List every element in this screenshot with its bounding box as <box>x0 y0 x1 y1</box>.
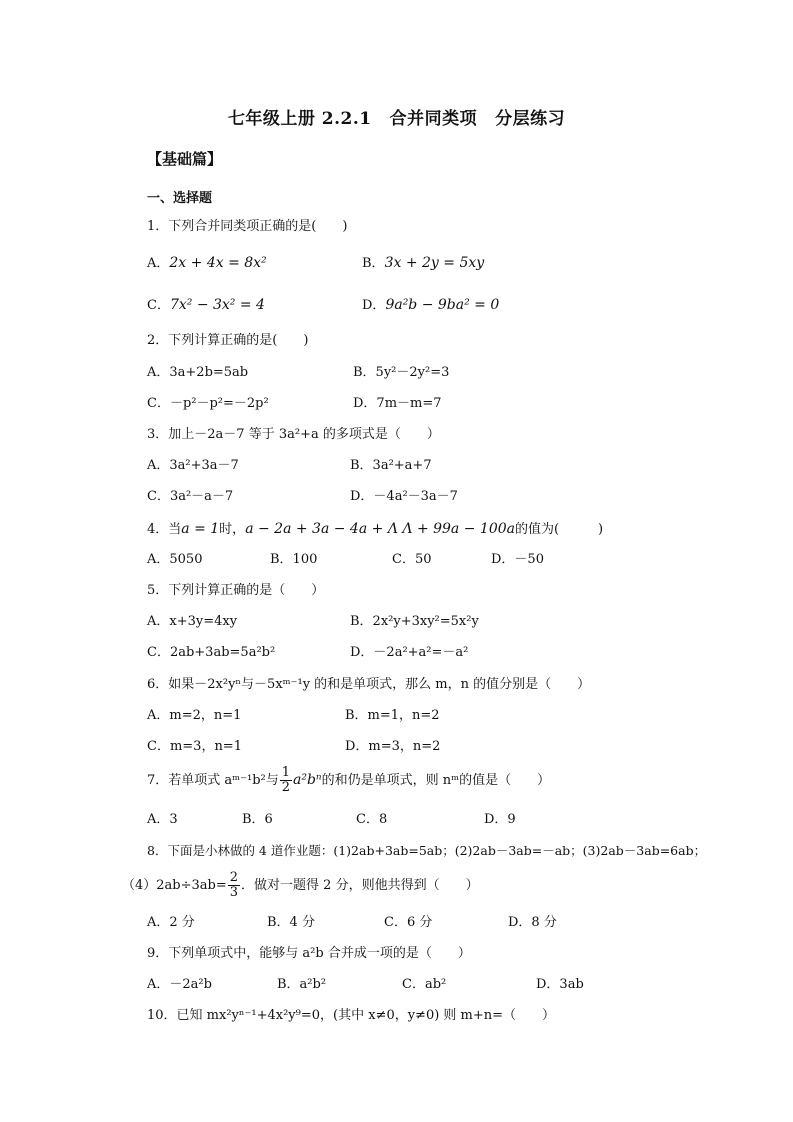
fraction-denominator: 3 <box>229 885 239 900</box>
question-2-option-d: D．7m－m=7 <box>353 396 442 411</box>
fraction-denominator: 2 <box>281 780 291 795</box>
stem-text: 7．若单项式 aᵐ⁻¹b²与 <box>147 773 279 788</box>
question-2-option-c: C．－p²－p²=－2p² <box>147 396 269 411</box>
page-title <box>0 104 793 129</box>
question-6-option-a: A．m=2，n=1 <box>147 708 242 723</box>
question-5-option-a: A．x+3y=4xy <box>147 614 238 629</box>
fraction <box>280 766 292 795</box>
question-4-option-a: A．5050 <box>147 552 203 567</box>
question-3-option-c: C．3a²－a－7 <box>147 489 234 504</box>
question-8-option-a: A．2 分 <box>147 915 195 930</box>
stem-text: 时， <box>219 522 246 537</box>
question-6-option-b: B．m=1，n=2 <box>345 708 440 723</box>
question-5-stem: 5．下列计算正确的是（ ） <box>147 583 325 598</box>
fraction <box>228 871 240 900</box>
question-3-option-b: B．3a²+a+7 <box>350 458 432 473</box>
question-9-stem: 9．下列单项式中，能够与 a²b 合并成一项的是（ ） <box>147 946 471 961</box>
stem-math: a = 1 <box>181 521 220 537</box>
question-5-option-c: C．2ab+3ab=5a²b² <box>147 645 276 660</box>
option-math: 9a²b − 9ba² = 0 <box>385 297 500 313</box>
question-8-stem-line1: 8．下面是小林做的 4 道作业题：(1)2ab+3ab=5ab；(2)2ab－3ab=－ab；(3)2ab－3ab=6ab； <box>147 843 707 858</box>
question-3-stem: 3．加上－2a－7 等于 3a²+a 的多项式是（ ） <box>147 427 440 442</box>
question-5-option-d: D．－2a²+a²=－a² <box>350 645 469 660</box>
stem-text: 4．当 <box>147 522 182 537</box>
question-8-option-c: C．6 分 <box>384 915 433 930</box>
stem-text: 的和仍是单项式，则 nᵐ的值是（ ） <box>321 773 551 788</box>
question-4-option-c: C．50 <box>392 552 432 567</box>
question-4-stem <box>147 521 603 538</box>
question-2-option-a: A．3a+2b=5ab <box>147 365 249 380</box>
question-8-option-d: D．8 分 <box>508 915 557 930</box>
question-3-option-a: A．3a²+3a－7 <box>147 458 239 473</box>
option-label: D． <box>362 298 386 313</box>
stem-math: a²bⁿ <box>293 772 322 788</box>
title-topic: 合并同类项 <box>389 109 478 129</box>
question-1-stem: 1．下列合并同类项正确的是( ) <box>147 219 348 234</box>
option-math: 2x + 4x = 8x² <box>169 255 267 271</box>
option-label: B． <box>362 256 385 271</box>
question-7-option-c: C．8 <box>356 812 388 827</box>
title-grade: 七年级上册 2.2.1 <box>227 109 372 129</box>
question-9-option-b: B．a²b² <box>277 977 327 992</box>
question-10-stem: 10．已知 mx²yⁿ⁻¹+4x²y⁹=0，(其中 x≠0，y≠0) 则 m+n=（ ） <box>147 1008 556 1023</box>
question-9-option-a: A．－2a²b <box>147 977 212 992</box>
question-2-option-b: B．5y²－2y²=3 <box>353 365 450 380</box>
question-9-option-d: D．3ab <box>536 977 584 992</box>
stem-text: ．做对一题得 2 分，则他共得到（ ） <box>241 878 479 893</box>
question-3-option-d: D．－4a²－3a－7 <box>350 489 458 504</box>
question-7-option-d: D．9 <box>484 812 516 827</box>
fraction-numerator: 2 <box>229 870 239 885</box>
question-7-stem <box>147 766 550 795</box>
question-8-stem-line2 <box>122 871 479 900</box>
subsection-heading: 一、选择题 <box>147 191 213 206</box>
question-6-stem: 6．如果－2x²yⁿ与－5xᵐ⁻¹y 的和是单项式，那么 m，n 的值分别是（ ） <box>147 677 591 692</box>
question-6-option-d: D．m=3，n=2 <box>345 739 441 754</box>
question-5-option-b: B．2x²y+3xy²=5x²y <box>350 614 479 629</box>
question-1-option-b <box>362 255 484 272</box>
stem-math: a − 2a + 3a − 4a + Λ Λ + 99a − 100a <box>245 521 515 537</box>
question-4-option-b: B．100 <box>270 552 318 567</box>
option-label: A． <box>147 256 170 271</box>
question-2-stem: 2．下列计算正确的是( ) <box>147 333 309 348</box>
question-8-option-b: B．4 分 <box>267 915 315 930</box>
question-1-option-a <box>147 255 267 272</box>
question-7-option-b: B．6 <box>242 812 273 827</box>
title-practice: 分层练习 <box>495 109 566 129</box>
question-9-option-c: C．ab² <box>402 977 447 992</box>
stem-text: （4）2ab÷3ab= <box>122 878 227 893</box>
option-math: 7x² − 3x² = 4 <box>169 297 265 313</box>
question-4-option-d: D．－50 <box>491 552 544 567</box>
question-6-option-c: C．m=3，n=1 <box>147 739 242 754</box>
question-7-option-a: A．3 <box>147 812 178 827</box>
option-label: C． <box>147 298 170 313</box>
question-1-option-c <box>147 297 265 314</box>
stem-text: 的值为( ) <box>514 522 604 537</box>
section-heading: 【基础篇】 <box>147 150 223 168</box>
fraction-numerator: 1 <box>281 765 291 780</box>
question-1-option-d <box>362 297 499 314</box>
option-math: 3x + 2y = 5xy <box>384 255 485 271</box>
